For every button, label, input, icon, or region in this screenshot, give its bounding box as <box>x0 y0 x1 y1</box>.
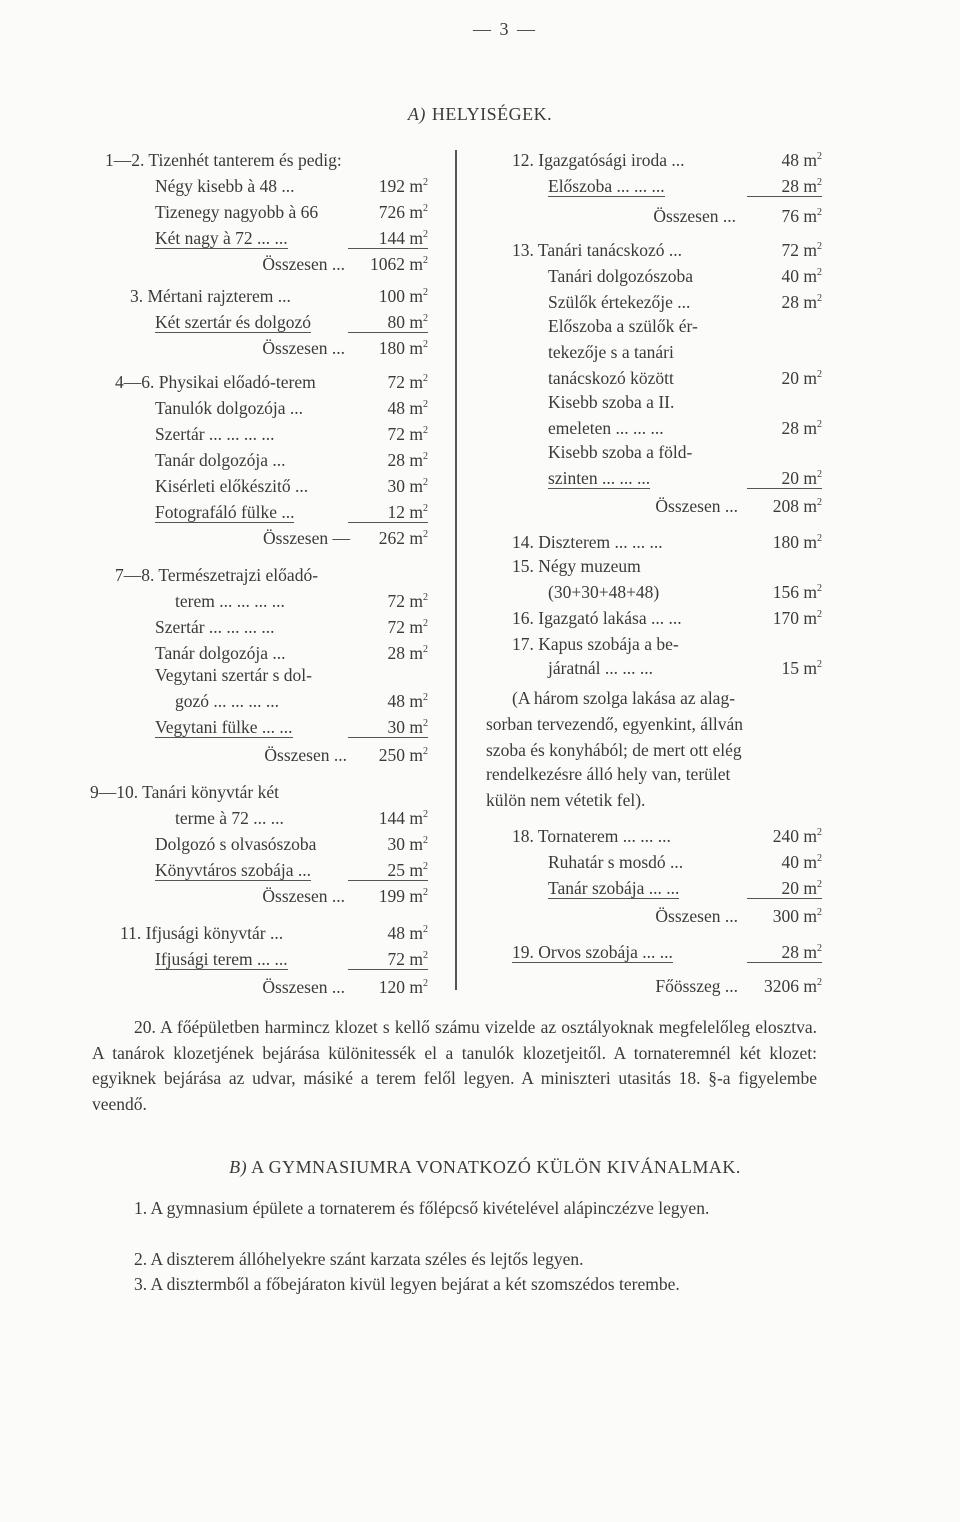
right-row-area: 40 $m^2$ <box>781 266 822 286</box>
left-row-label: Összesen ... <box>262 338 345 358</box>
right-row-area: 20 $m^2$ <box>781 368 822 388</box>
left-row-label: Összesen ... <box>262 254 345 274</box>
b-item-2 <box>92 1247 817 1273</box>
left-row-area: 72 $m^2$ <box>387 372 428 392</box>
left-row-label: terme à 72 ... ... <box>175 808 284 828</box>
right-row-area: 300 $m^2$ <box>772 906 822 926</box>
right-row-label: 14. Diszterem ... ... ... <box>512 532 663 552</box>
right-row-area: 28 $m^2$ <box>781 292 822 312</box>
right-row-area: 3206 $m^2$ <box>764 976 822 996</box>
right-row-area: 28 $m^2$ <box>747 944 822 963</box>
section-b-heading <box>0 1158 960 1176</box>
left-row-label: Tanulók dolgozója ... <box>155 398 303 418</box>
left-row-label: Könyvtáros szobája ... <box>155 860 312 880</box>
right-row-label: 17. Kapus szobája a be- <box>512 634 679 654</box>
left-row-label: 9—10. Tanári könyvtár két <box>90 782 279 802</box>
right-row-area: 72 $m^2$ <box>781 240 822 260</box>
left-row-label: Összesen ... <box>262 977 345 997</box>
left-row-label: 7—8. Természetrajzi előadó- <box>115 565 319 585</box>
left-row-area: 192 $m^2$ <box>378 176 428 196</box>
left-row-area: 180 $m^2$ <box>378 338 428 358</box>
left-row-area: 72 $m^2$ <box>387 424 428 444</box>
page-number: — 3 — <box>473 19 537 39</box>
right-row-area: 208 $m^2$ <box>772 496 822 516</box>
left-row-label: Tizenegy nagyobb à 66 <box>155 202 319 222</box>
left-row-label: Összesen — <box>263 528 350 548</box>
right-row-label: Tanár szobája ... ... <box>548 878 680 898</box>
left-row-area: 30 $m^2$ <box>387 476 428 496</box>
left-row-area: 28 $m^2$ <box>387 450 428 470</box>
right-row-label: Ruhatár s mosdó ... <box>548 852 684 872</box>
left-row-area: 144 $m^2$ <box>348 230 428 249</box>
right-row-area: 20 $m^2$ <box>747 470 822 489</box>
b-item-2-text: 2. A diszterem állóhelyekre szánt karzata széles és lejtős legyen. <box>134 1249 584 1269</box>
right-row-label: tekezője s a tanári <box>548 342 674 362</box>
right-row-label: szinten ... ... ... <box>548 468 651 488</box>
left-row-label: Kisérleti előkészitő ... <box>155 476 309 496</box>
left-row-label: 3. Mértani rajzterem ... <box>130 286 291 306</box>
left-row-label: Összesen ... <box>262 886 345 906</box>
left-row-label: 1—2. Tizenhét tanterem és pedig: <box>105 150 342 170</box>
right-row-label: 12. Igazgatósági iroda ... <box>512 150 685 170</box>
left-row-label: 11. Ifjusági könyvtár ... <box>120 923 284 943</box>
right-row-label: 15. Négy muzeum <box>512 556 641 576</box>
right-row-label: sorban tervezendő, egyenkint, állván <box>486 714 744 734</box>
right-row-label: Összesen ... <box>655 496 738 516</box>
left-row-area: 726 $m^2$ <box>378 202 428 222</box>
section-a-title: HELYISÉGEK. <box>431 104 553 124</box>
right-row-label: külön nem vétetik fel). <box>486 790 646 810</box>
right-row-area: 76 $m^2$ <box>781 206 822 226</box>
left-row-label: Két szertár és dolgozó <box>155 312 311 332</box>
paragraph-20 <box>92 1015 817 1117</box>
right-row-label: (30+30+48+48) <box>548 582 660 602</box>
column-divider <box>455 150 457 990</box>
section-a-heading <box>0 105 960 123</box>
left-row-label: terem ... ... ... ... <box>175 591 285 611</box>
right-row-label: rendelkezésre álló hely van, terület <box>486 764 731 784</box>
b-item-3-text: 3. A disztermből a főbejáraton kivül legyen bejárat a két szomszédos terembe. <box>134 1274 680 1294</box>
right-row-area: 240 $m^2$ <box>772 826 822 846</box>
right-row-area: 28 $m^2$ <box>747 178 822 197</box>
left-row-label: Tanár dolgozója ... <box>155 450 286 470</box>
section-a-letter: A) <box>407 104 426 124</box>
left-row-area: 25 $m^2$ <box>348 862 428 881</box>
left-row-label: Fotografáló fülke ... <box>155 502 295 522</box>
left-row-area: 80 $m^2$ <box>348 314 428 333</box>
paragraph-20-text: 20. A főépületben harmincz klozet s kellő számu vizelde az osztályoknak megfelelőleg elosztva. A tanárok klozetjének bejárása különitessék el a tanulók klozetjeitől. A tornateremnél két klozet: egyiknek bejárása az udvar, másiké a terem felől legyen. A miniszteri utasitás 18. §-a figyelembe veendő. <box>92 1017 817 1114</box>
left-row-area: 1062 $m^2$ <box>370 254 428 274</box>
right-row-label: 18. Tornaterem ... ... ... <box>512 826 671 846</box>
left-row-label: Ifjusági terem ... ... <box>155 949 288 969</box>
right-row-label: 16. Igazgató lakása ... ... <box>512 608 682 628</box>
right-row-area: 48 $m^2$ <box>781 150 822 170</box>
left-row-label: Szertár ... ... ... ... <box>155 617 275 637</box>
left-row-label: Dolgozó s olvasószoba <box>155 834 317 854</box>
left-row-label: Két nagy à 72 ... ... <box>155 228 288 248</box>
left-row-area: 144 $m^2$ <box>378 808 428 828</box>
left-row-area: 199 $m^2$ <box>378 886 428 906</box>
b-item-3 <box>92 1272 817 1298</box>
left-row-area: 30 $m^2$ <box>348 719 428 738</box>
left-row-label: Vegytani fülke ... ... <box>155 717 293 737</box>
right-row-label: Összesen ... <box>655 906 738 926</box>
left-row-area: 72 $m^2$ <box>387 617 428 637</box>
right-row-label: Összesen ... <box>653 206 736 226</box>
left-row-area: 120 $m^2$ <box>378 977 428 997</box>
right-row-area: 28 $m^2$ <box>781 418 822 438</box>
left-row-label: Négy kisebb à 48 ... <box>155 176 295 196</box>
left-row-label: Szertár ... ... ... ... <box>155 424 275 444</box>
right-row-area: 156 $m^2$ <box>772 582 822 602</box>
left-row-area: 100 $m^2$ <box>378 286 428 306</box>
left-row-area: 12 $m^2$ <box>348 504 428 523</box>
left-row-area: 262 $m^2$ <box>378 528 428 548</box>
right-row-area: 170 $m^2$ <box>772 608 822 628</box>
right-row-area: 40 $m^2$ <box>781 852 822 872</box>
right-row-label: Előszoba a szülők ér- <box>548 316 698 336</box>
right-row-label: emeleten ... ... ... <box>548 418 664 438</box>
left-row-area: 72 $m^2$ <box>348 951 428 970</box>
right-row-area: 180 $m^2$ <box>772 532 822 552</box>
b-item-1 <box>92 1196 817 1222</box>
left-row-label: Tanár dolgozója ... <box>155 643 286 663</box>
left-row-area: 48 $m^2$ <box>387 398 428 418</box>
right-row-label: Előszoba ... ... ... <box>548 176 665 196</box>
right-row-label: Kisebb szoba a föld- <box>548 442 693 462</box>
left-row-area: 48 $m^2$ <box>387 923 428 943</box>
right-row-label: Kisebb szoba a II. <box>548 392 675 412</box>
left-row-label: Összesen ... <box>264 745 347 765</box>
right-row-area: 15 $m^2$ <box>781 658 822 678</box>
left-row-area: 30 $m^2$ <box>387 834 428 854</box>
b-item-1-text: 1. A gymnasium épülete a tornaterem és főlépcső kivételével alápinczézve legyen. <box>134 1198 710 1218</box>
right-row-label: járatnál ... ... ... <box>548 658 653 678</box>
right-row-label: 19. Orvos szobája ... ... <box>512 942 673 962</box>
right-row-label: szoba és konyhából; de mert ott elég <box>486 740 742 760</box>
section-b-letter: B) <box>229 1157 248 1177</box>
section-b-title: A GYMNASIUMRA VONATKOZÓ KÜLÖN KIVÁNALMAK. <box>251 1157 741 1177</box>
right-row-label: tanácskozó között <box>548 368 674 388</box>
left-row-area: 72 $m^2$ <box>387 591 428 611</box>
left-row-area: 250 $m^2$ <box>378 745 428 765</box>
right-row-label: Tanári dolgozószoba <box>548 266 694 286</box>
right-row-label: Szülők értekezője ... <box>548 292 691 312</box>
left-row-area: 48 $m^2$ <box>387 691 428 711</box>
left-row-label: gozó ... ... ... ... <box>175 691 280 711</box>
right-row-area: 20 $m^2$ <box>747 880 822 899</box>
right-row-label: 13. Tanári tanácskozó ... <box>512 240 682 260</box>
right-row-label: (A három szolga lakása az alag- <box>512 688 736 708</box>
left-row-label: 4—6. Physikai előadó-terem <box>115 372 316 392</box>
left-row-label: Vegytani szertár s dol- <box>155 665 312 685</box>
right-row-label: Főösszeg ... <box>655 976 738 996</box>
left-row-area: 28 $m^2$ <box>387 643 428 663</box>
